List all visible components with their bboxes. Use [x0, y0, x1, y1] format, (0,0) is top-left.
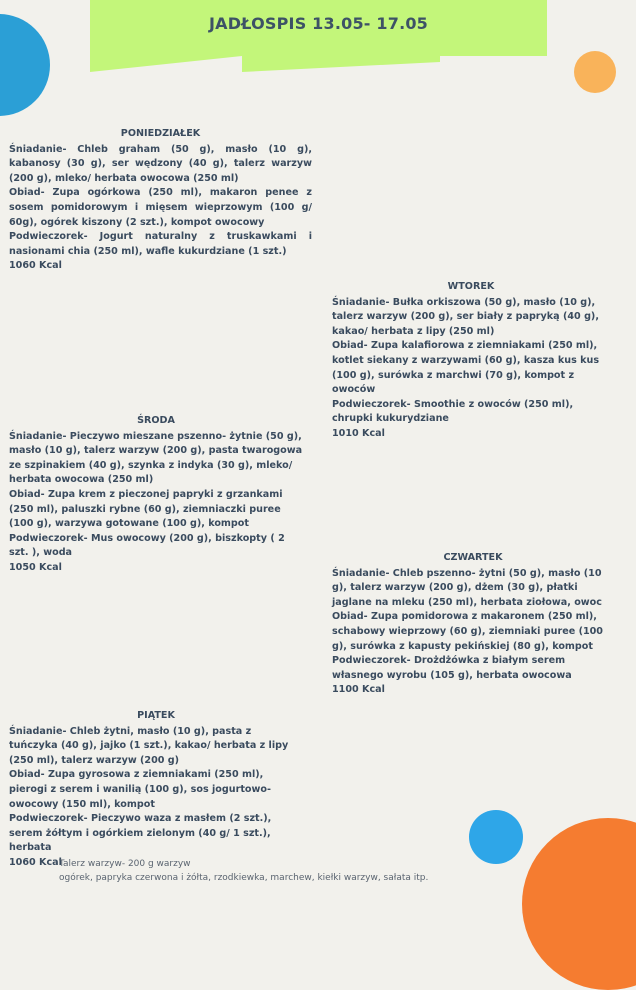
day-block-tuesday [332, 280, 610, 442]
snack-text: Podwieczorek- Smoothie z owoców (250 ml), chrupki kukurydziane [332, 398, 574, 425]
footnote [59, 857, 428, 885]
snack-text: Podwieczorek- Mus owocowy (200 g), biszkopty ( 2 szt. ), woda [9, 532, 285, 559]
breakfast-text: Śniadanie- Chleb pszenno- żytni (50 g), masło (10 g), talerz warzyw (200 g), dżem (30 g), płatki jaglane na mleku (250 ml), herbata ziołowa, owoc [332, 567, 602, 608]
footnote-line-1: Talerz warzyw- 200 g warzyw [59, 859, 191, 869]
day-title: CZWARTEK [443, 552, 503, 563]
decorative-circle-orange-top [574, 51, 616, 93]
snack-text: Podwieczorek- Jogurt naturalny z truskawkami i nasionami chia (250 ml), wafle kukurdziane (1 szt.) [9, 231, 312, 257]
header-banner [90, 0, 547, 72]
lunch-text: Obiad- Zupa ogórkowa (250 ml), makaron penee z sosem pomidorowym i mięsem wieprzowym (100 g/ 60g), ogórek kiszony (2 szt.), kompot owocowy [9, 187, 312, 228]
decorative-circle-orange-bottom [522, 818, 636, 990]
page-title: JADŁOSPIS 13.05- 17.05 [208, 14, 429, 33]
breakfast-text: Śniadanie- Chleb żytni, masło (10 g), pasta z tuńczyka (40 g), jajko (1 szt.), kakao/ herbata z lipy (250 ml), talerz warzyw (200 g) [9, 725, 289, 766]
breakfast-text: Śniadanie- Bułka orkiszowa (50 g), masło (10 g), talerz warzyw (200 g), ser biały z papryką (40 g), kakao/ herbata z lipy (250 ml) [332, 296, 599, 337]
lunch-text: Obiad- Zupa pomidorowa z makaronem (250 ml), schabowy wieprzowy (60 g), ziemniaki puree (100 g), surówka z kapusty pekińskiej (80 g), kompot [332, 611, 603, 652]
kcal-text: 1060 Kcal [9, 856, 62, 868]
kcal-text: 1060 Kcal [9, 260, 62, 272]
decorative-circle-blue-bottom [469, 810, 523, 864]
day-title: WTOREK [447, 281, 495, 292]
breakfast-text: Śniadanie- Chleb graham (50 g), masło (10 g), kabanosy (30 g), ser wędzony (40 g), talerz warzyw (200 g), mleko/ herbata owocowa (250 ml) [9, 143, 312, 184]
day-title: PIĄTEK [137, 710, 175, 721]
lunch-text: Obiad- Zupa kalafiorowa z ziemniakami (250 ml), kotlet siekany z warzywami (60 g), kasza kus kus (100 g), surówka z marchwi (70 g), kompot z owoców [332, 340, 600, 396]
decorative-circle-blue-left [0, 14, 50, 116]
snack-text: Podwieczorek- Drożdżówka z białym serem własnego wyrobu (105 g), herbata owocowa [332, 655, 572, 681]
day-block-thursday [332, 551, 614, 698]
kcal-text: 1050 Kcal [9, 561, 62, 573]
day-block-monday [9, 127, 312, 274]
day-block-wednesday [9, 414, 303, 576]
kcal-text: 1100 Kcal [332, 684, 385, 696]
footnote-line-2: ogórek, papryka czerwona i żółta, rzodkiewka, marchew, kiełki warzyw, sałata itp. [59, 873, 429, 883]
lunch-text: Obiad- Zupa krem z pieczonej papryki z grzankami (250 ml), paluszki rybne (60 g), ziemniaczki puree (100 g), warzywa gotowane (100 g), kompot [9, 488, 283, 530]
lunch-text: Obiad- Zupa gyrosowa z ziemniakami (250 ml), pierogi z serem i wanilią (100 g), sos jogurtowo- owocowy (150 ml), kompot [9, 769, 271, 810]
kcal-text: 1010 Kcal [332, 427, 385, 439]
snack-text: Podwieczorek- Pieczywo waza z masłem (2 szt.), serem żółtym i ogórkiem zielonym (40 g/ 1 szt.), herbata [9, 813, 272, 854]
day-title: PONIEDZIAŁEK [120, 128, 201, 139]
breakfast-text: Śniadanie- Pieczywo mieszane pszenno- żytnie (50 g), masło (10 g), talerz warzyw (200 g), pasta twarogowa ze szpinakiem (40 g), szynka z indyka (30 g), mleko/ herbata owocowa (250 ml) [9, 430, 303, 486]
day-title: ŚRODA [137, 415, 175, 426]
day-block-friday [9, 709, 303, 871]
